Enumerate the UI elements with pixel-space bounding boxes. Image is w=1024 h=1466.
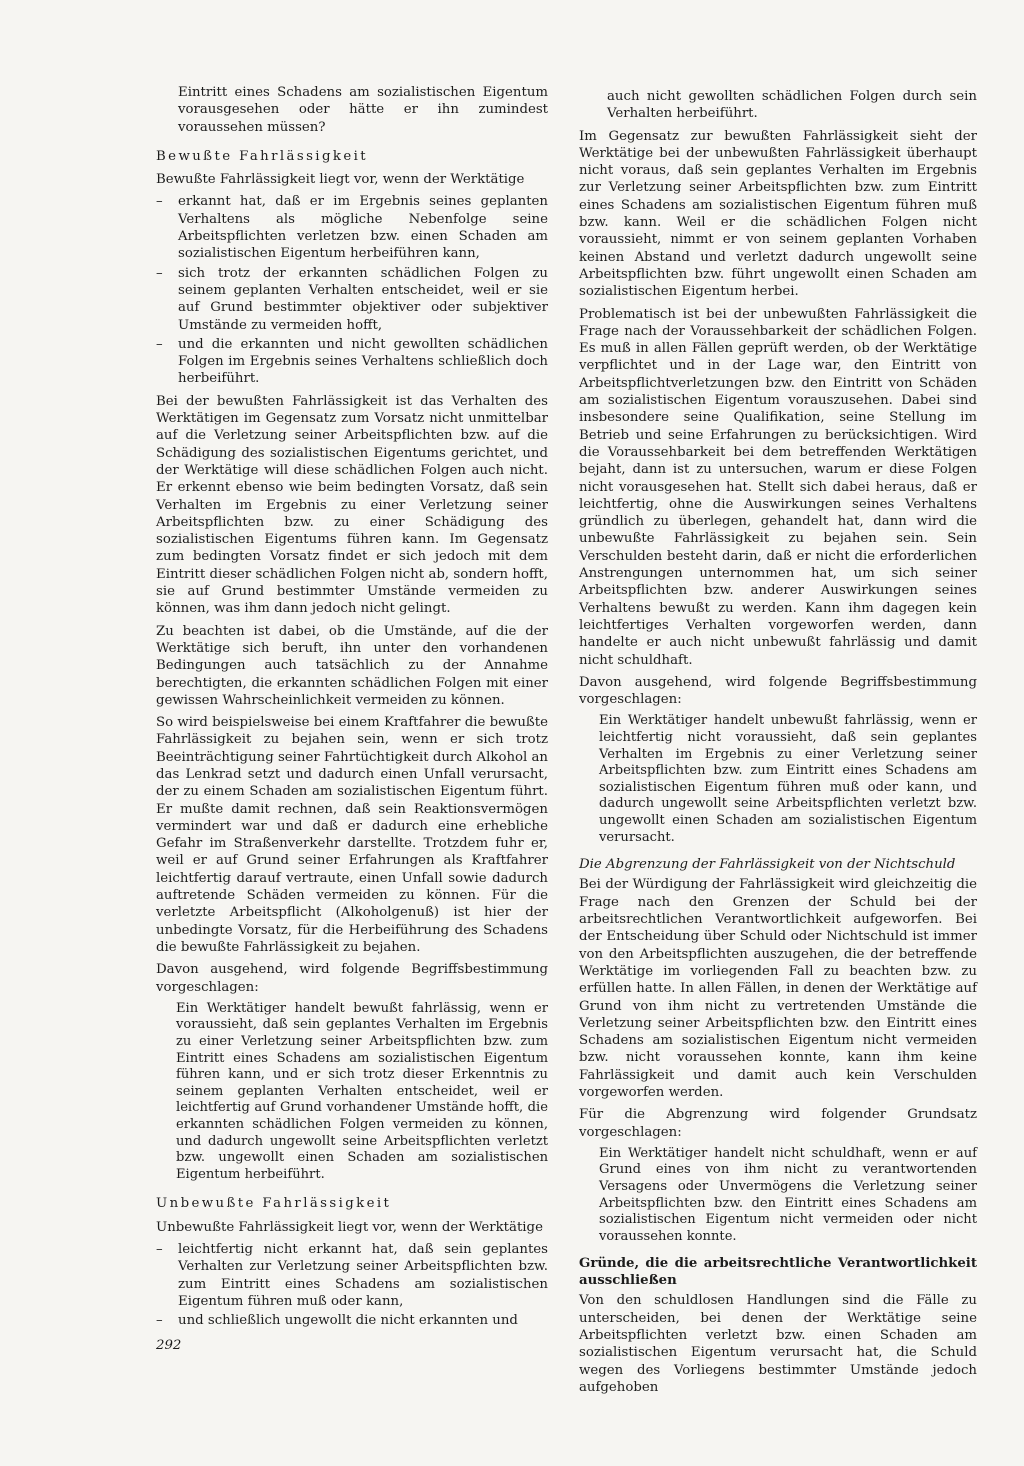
paragraph: Zu beachten ist dabei, ob die Umstände, auf die der Werktätige sich beruft, ihn unter den vorhandenen Bedingungen auch tatsächlich zu der Annahme berechtigten, die erkannten schädlichen Folgen mit einer gewissen Wahrscheinlichkeit vermeiden zu können. — [156, 623, 548, 708]
page-number: 292 — [156, 1338, 182, 1353]
dash-list-unbewusst — [156, 1241, 548, 1329]
section-heading-unbewusst: Unbewußte Fahrlässigkeit — [156, 1196, 392, 1212]
section-heading-abgrenzung: Die Abgrenzung der Fahrlässigkeit von der Nichtschuld — [579, 857, 956, 873]
paragraph: Bewußte Fahrlässigkeit liegt vor, wenn der Werktätige — [156, 172, 525, 188]
paragraph: Unbewußte Fahrlässigkeit liegt vor, wenn der Werktätige — [156, 1219, 543, 1235]
paragraph: Von den schuldlosen Handlungen sind die Fälle zu unterscheiden, bei denen der Werktätige seine Arbeitspflichten verletzt bzw. einen Schaden am sozialistischen Eigentum verursacht hat, die Schuld wegen des Vorliegens bestimmter Umstände jedoch aufgehoben — [579, 1293, 977, 1395]
right-column — [579, 88, 977, 1401]
dash-list-bewusst — [156, 193, 548, 387]
continuation-text: Eintritt eines Schadens am sozialistischen Eigentum vorausgesehen oder hätte er ihn zumindest voraussehen müssen? — [178, 85, 548, 135]
paragraph: Im Gegensatz zur bewußten Fahrlässigkeit sieht der Werktätige bei der unbewußten Fahrlässigkeit überhaupt nicht voraus, daß sein geplantes Verhalten im Ergebnis zur Verletzung seiner Arbeitspflichten bzw. zum Eintritt eines Schadens am sozialistischen Eigentum führen muß bzw. kann. Weil er die schädlichen Folgen nicht voraussieht, nimmt er von seinem geplanten Vorhaben keinen Abstand und verletzt dadurch ungewollt seine Arbeitspflichten bzw. führt ungewollt einen Schaden am sozialistischen Eigentum herbei. — [579, 128, 977, 300]
definition-block: Ein Werktätiger handelt bewußt fahrlässig, wenn er voraussieht, daß sein geplantes Verhalten im Ergebnis zu einer Verletzung seiner Arbeitspflichten bzw. zum Eintritt eines Schadens am sozialistischen Eigentum führen kann, und er sich trotz dieser Erkenntnis zu seinem geplanten Verhalten entscheidet, weil er leichtfertig auf Grund vorhandener Umstände hofft, die erkannten schädlichen Folgen vermeiden zu können, und dadurch ungewollt seine Arbeitspflichten verletzt bzw. ungewollt einen Schaden am sozialistischen Eigentum herbeiführt. — [176, 1000, 548, 1182]
paragraph: So wird beispielsweise bei einem Kraftfahrer die bewußte Fahrlässigkeit zu bejahen sein, wenn er sich trotz Beeinträchtigung seiner Fahrtüchtigkeit durch Alkohol an das Lenkrad setzt und dadurch einen Unfall verursacht, der zu einem Schaden am sozialistischen Eigentum führt. Er mußte damit rechnen, daß sein Reaktionsvermögen vermindert war und daß er dadurch eine erhebliche Gefahr im Straßenverkehr darstellte. Trotzdem fuhr er, weil er auf Grund seiner Erfahrungen als Kraftfahrer leichtfertig darauf vertraute, einen Unfall sowie dadurch auftretende Schäden vermeiden zu können. Für die verletzte Arbeitspflicht (Alkoholgenuß) ist hier der unbedingte Vorsatz, für die Herbeiführung des Schadens die bewußte Fahrlässigkeit zu bejahen. — [156, 715, 548, 955]
section-heading-gruende: Gründe, die die arbeitsrechtliche Verantwortlichkeit ausschließen — [579, 1256, 977, 1289]
section-heading-bewusst: Bewußte Fahrlässigkeit — [156, 148, 368, 164]
paragraph: Problematisch ist bei der unbewußten Fahrlässigkeit die Frage nach der Voraussehbarkeit der schädlichen Folgen. Es muß in allen Fällen geprüft werden, ob der Werktätige verpflichtet und in der Lage war, den Eintritt von Arbeitspflichtverletzungen bzw. den Eintritt von Schäden am sozialistischen Eigentum vorauszusehen. Dabei sind insbesondere seine Qualifikation, seine Stellung im Betrieb und seine Erfahrungen zu berücksichtigen. Wird die Voraussehbarkeit bei dem betreffenden Werktätigen bejaht, dann ist zu untersuchen, warum er diese Folgen nicht vorausgesehen hat. Stellt sich dabei heraus, daß er leichtfertig, ohne die Auswirkungen seines Verhaltens gründlich zu überlegen, gehandelt hat, dann wird die unbewußte Fahrlässigkeit zu bejahen sein. Sein Verschulden besteht darin, daß er nicht die erforderlichen Anstrengungen unternommen hat, um sich seiner Arbeitspflichten bzw. anderer Auswirkungen seines Verhaltens bewußt zu werden. Kann ihm dagegen kein leichtfertiges Verhalten vorgeworfen werden, dann handelte er auch nicht unbewußt fahrlässig und damit nicht schuldhaft. — [579, 306, 977, 668]
list-item: – sich trotz der erkannten schädlichen Folgen zu seinem geplanten Verhalten entscheidet, weil er sie auf Grund bestimmter objektiver oder subjektiver Umstände zu vermeiden hofft, — [156, 265, 548, 334]
paragraph: Für die Abgrenzung wird folgender Grundsatz vorgeschlagen: — [579, 1107, 977, 1140]
list-item: – und die erkannten und nicht gewollten schädlichen Folgen im Ergebnis seines Verhaltens schließlich doch herbeiführt. — [156, 336, 548, 388]
list-item: – und schließlich ungewollt die nicht erkannten und — [156, 1312, 548, 1329]
paragraph: Davon ausgehend, wird folgende Begriffsbestimmung vorgeschlagen: — [579, 674, 977, 708]
definition-block: Ein Werktätiger handelt nicht schuldhaft, wenn er auf Grund eines von ihm nicht zu verantwortenden Versagens oder Unvermögens die Verletzung seiner Arbeitspflichten bzw. den Eintritt eines Schadens am sozialistischen Eigentum nicht vermeiden oder nicht voraussehen konnte. — [599, 1145, 977, 1244]
definition-block: Ein Werktätiger handelt unbewußt fahrlässig, wenn er leichtfertig nicht voraussieht, daß sein geplantes Verhalten im Ergebnis zu einer Verletzung seiner Arbeitspflichten bzw. zum Eintritt eines Schadens am sozialistischen Eigentum führen muß oder kann, und dadurch ungewollt seine Arbeitspflichten verletzt bzw. ungewollt einen Schaden am sozialistischen Eigentum verursacht. — [599, 713, 977, 845]
paragraph: Bei der bewußten Fahrlässigkeit ist das Verhalten des Werktätigen im Gegensatz zum Vorsatz nicht unmittelbar auf die Verletzung seiner Arbeitspflichten bzw. auf die Schädigung des sozialistischen Eigentums gerichtet, und der Werktätige will diese schädlichen Folgen auch nicht. Er erkennt ebenso wie beim bedingten Vorsatz, daß sein Verhalten im Ergebnis zu einer Verletzung seiner Arbeitspflichten bzw. zu einer Schädigung des sozialistischen Eigentums führen kann. Im Gegensatz zum bedingten Vorsatz findet er sich jedoch mit dem Eintritt dieser schädlichen Folgen nicht ab, sondern hofft, sie auf Grund bestimmter Umstände vermeiden zu können, was ihm dann jedoch nicht gelingt. — [156, 393, 548, 617]
list-item: – leichtfertig nicht erkannt hat, daß sein geplantes Verhalten zur Verletzung seiner Arbeitspflichten bzw. zum Eintritt eines Schadens am sozialistischen Eigentum führen muß oder kann, — [156, 1241, 548, 1310]
list-item: – erkannt hat, daß er im Ergebnis seines geplanten Verhaltens als mögliche Nebenfolge seine Arbeitspflichten verletzen bzw. einen Schaden am sozialistischen Eigentum herbeiführen kann, — [156, 193, 548, 262]
paragraph: Bei der Würdigung der Fahrlässigkeit wird gleichzeitig die Frage nach den Grenzen der Schuld bei der arbeitsrechtlichen Verantwortlichkeit aufgeworfen. Bei der Entscheidung über Schuld oder Nichtschuld ist immer von den Arbeitspflichten auszugehen, die der betreffende Werktätige im vorliegenden Fall zu beachten bzw. zu erfüllen hatte. In allen Fällen, in denen der Werktätige auf Grund von ihm nicht zu vertretenden Umstände die Verletzung seiner Arbeitspflichten bzw. den Eintritt eines Schadens am sozialistischen Eigentum nicht vermeiden bzw. nicht voraussehen konnte, kann ihm keine Fahrlässigkeit und damit auch kein Verschulden vorgeworfen werden. — [579, 877, 977, 1100]
left-column — [156, 84, 548, 1334]
continuation-text: auch nicht gewollten schädlichen Folgen durch sein Verhalten herbeiführt. — [607, 89, 977, 122]
paragraph: Davon ausgehend, wird folgende Begriffsbestimmung vorgeschlagen: — [156, 962, 548, 995]
